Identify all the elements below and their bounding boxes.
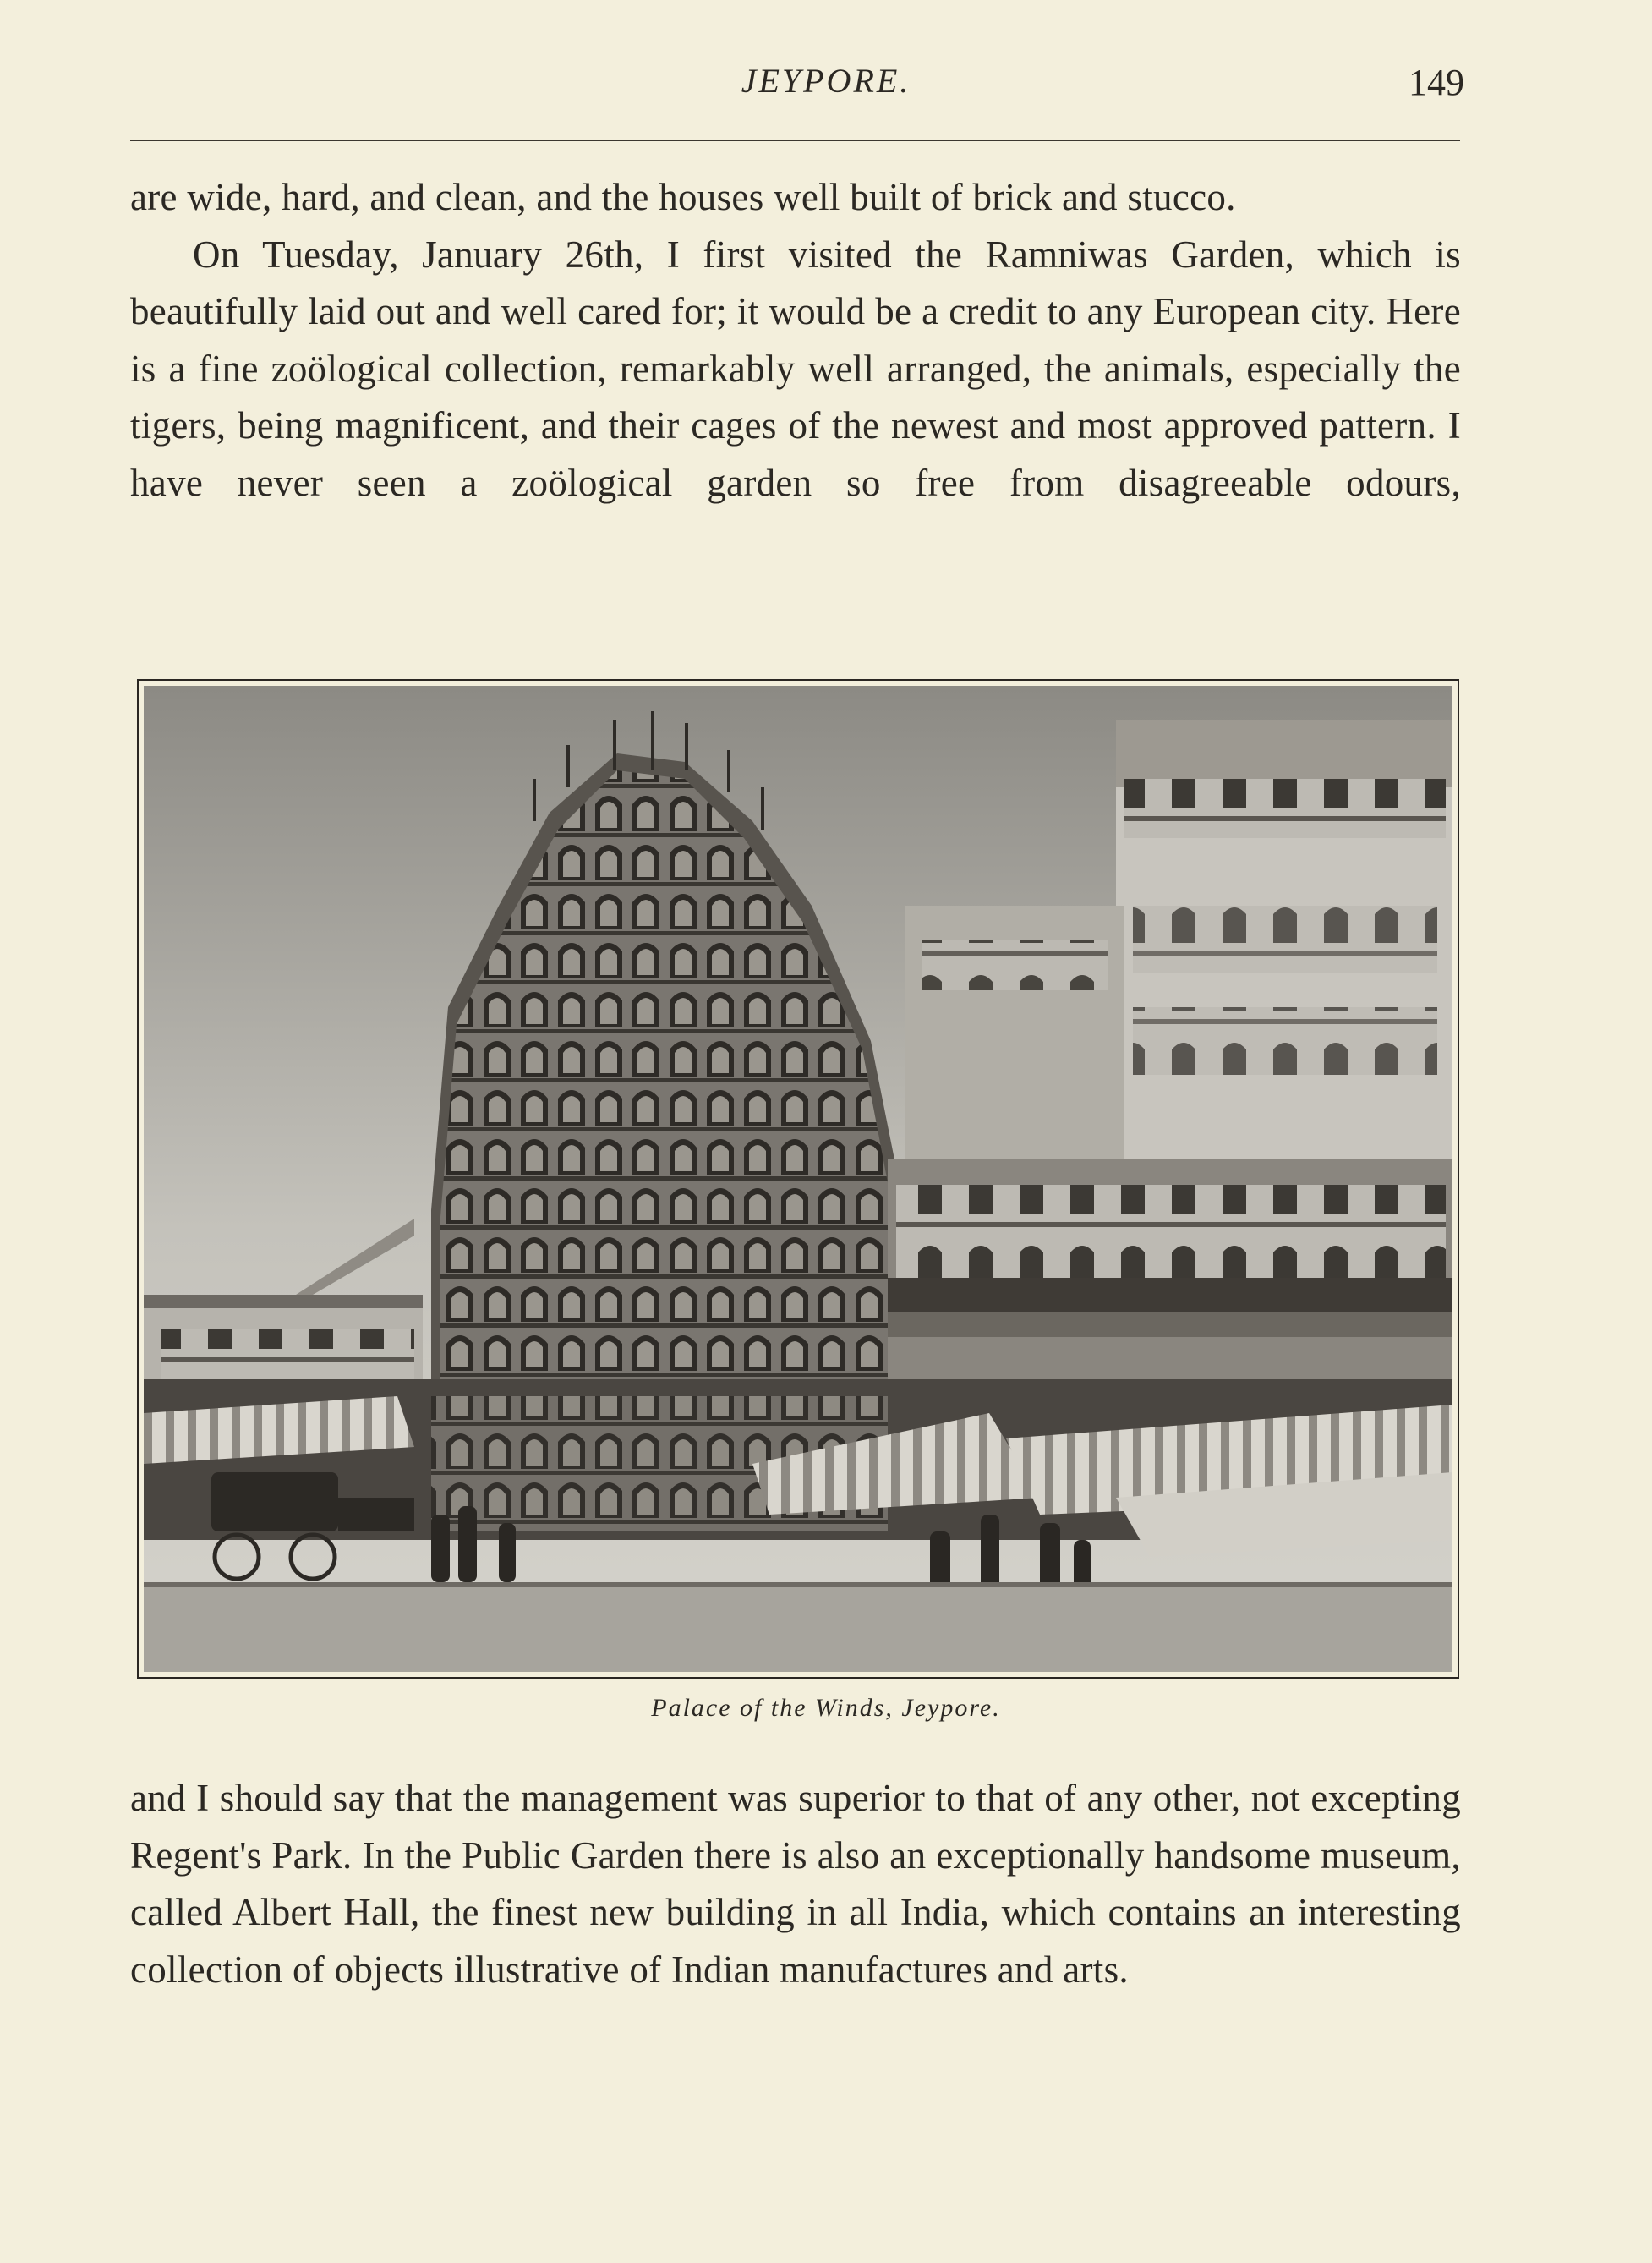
page-number: 149 [1409, 62, 1464, 103]
paragraph: and I should say that the management was superior to that of any other, not excepting Regent's Park. In the Public Garden there is also an exceptionally handsome museum, called Albert Hall, the finest new building in all India, which contains an interesting collection of objects illustrative of Indian manufactures and arts. [130, 1777, 1461, 1991]
plate-caption: Palace of the Winds, Jeypore. [651, 1694, 1001, 1722]
text-block-top [130, 169, 1461, 512]
paragraph: are wide, hard, and clean, and the houses well built of brick and stucco. [130, 176, 1236, 218]
paragraph: On Tuesday, January 26th, I first visited the Ramniwas Garden, which is beautifully laid out and well cared for; it would be a credit to any European city. Here is a fine zoölogical collection, remarkably well arranged, the animals, especially the tigers, being magnificent, and their cages of the newest and most approved pattern. I have never seen a zoölogical garden so free from disagreeable odours, [130, 233, 1461, 504]
text-block-bottom [130, 1770, 1461, 1998]
header-rule [130, 140, 1460, 141]
palace-of-the-winds-photograph [144, 686, 1452, 1672]
illustration-plate [137, 679, 1459, 1679]
running-head [0, 52, 1652, 112]
running-title: JEYPORE. [741, 62, 911, 100]
